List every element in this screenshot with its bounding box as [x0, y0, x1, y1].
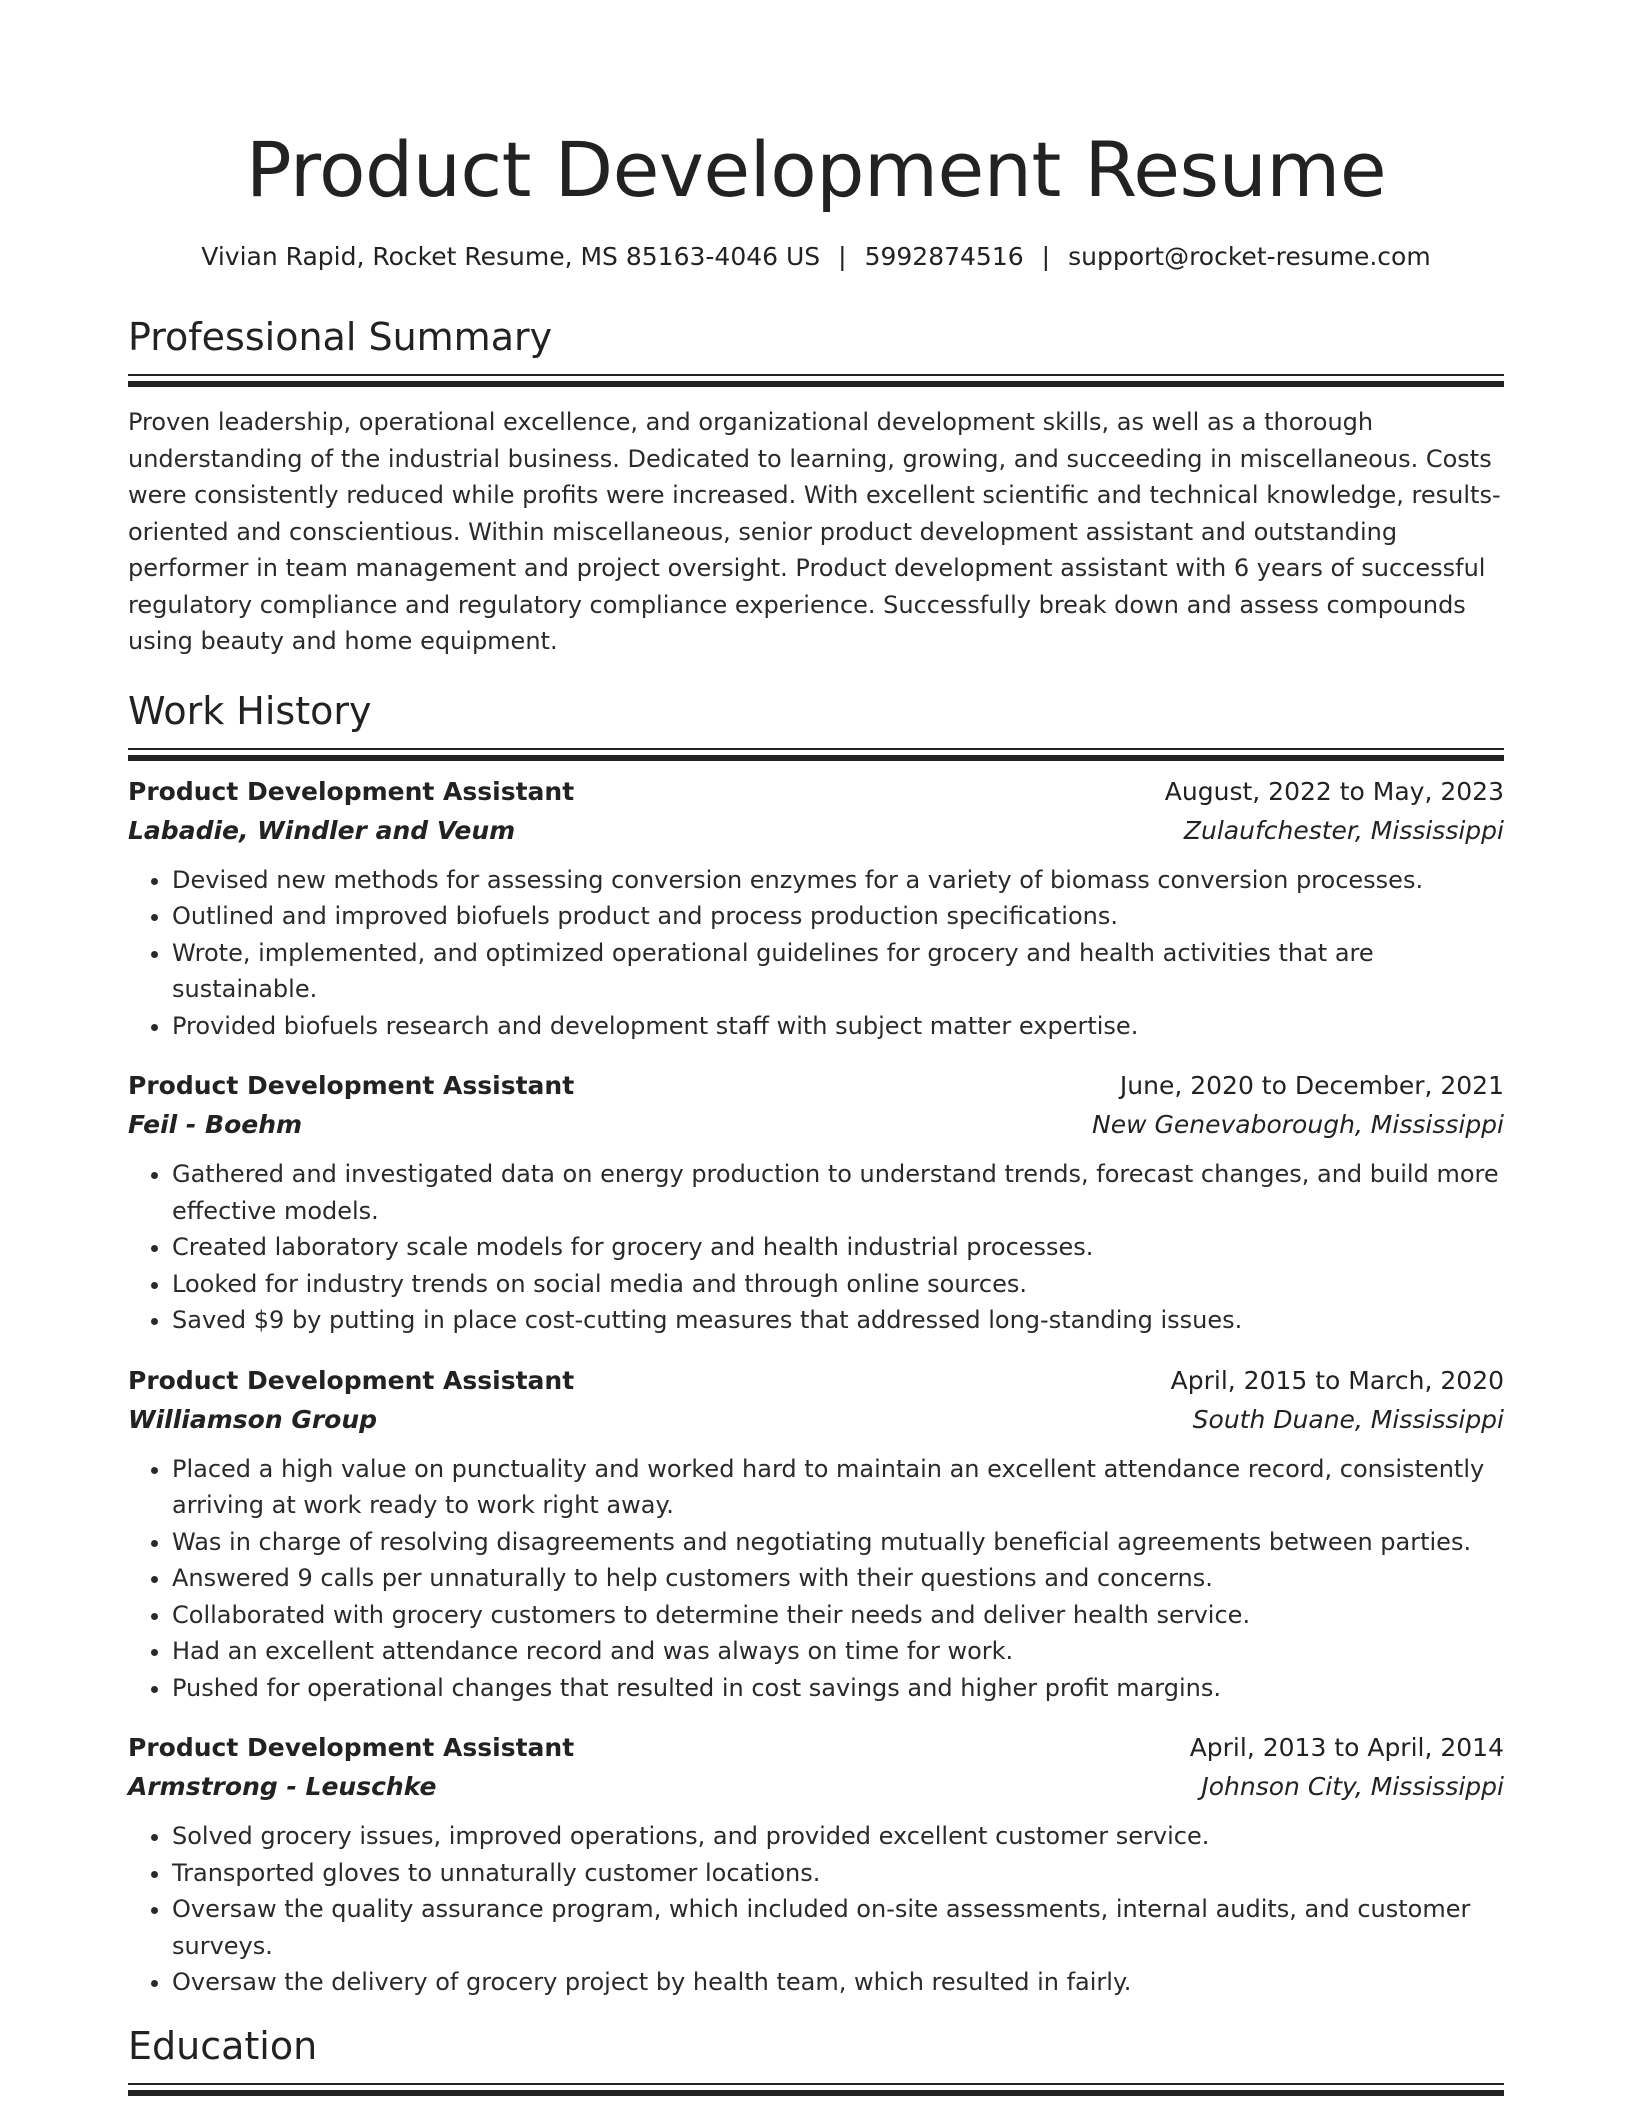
job-bullet: • Solved grocery issues, improved operations, and provided excellent customer service. — [172, 1818, 1504, 1855]
job-bullet: • Had an excellent attendance record and was always on time for work. — [172, 1633, 1504, 1670]
job-bullet: • Gathered and investigated data on energy production to understand trends, forecast changes, and build more effective models. — [172, 1156, 1504, 1229]
job-location: New Genevaborough, Mississippi — [1092, 1110, 1504, 1139]
contact-separator: | — [838, 242, 847, 271]
job-bullet: • Transported gloves to unnaturally customer locations. — [172, 1855, 1504, 1892]
job-company: Labadie, Windler and Veum — [128, 815, 516, 845]
job-company-row — [128, 1768, 1504, 1806]
summary-text: Proven leadership, operational excellence, and organizational development skills, as well as a thorough understanding of the industrial business. Dedicated to learning, growing, and succeeding in miscellaneous. Costs were consistently reduced while profits were increased. With excellent scientific and technical knowledge, results-oriented and conscientious. Within miscellaneous, senior product development assistant and outstanding performer in team management and project oversight. Product development assistant with 6 years of successful regulatory compliance and regulatory compliance experience. Successfully break down and assess compounds using beauty and home equipment. — [128, 408, 1501, 655]
job-entry — [128, 772, 1504, 1045]
job-company: Feil - Boehm — [128, 1110, 303, 1139]
job-dates: August, 2022 to May, 2023 — [1164, 776, 1504, 806]
job-header-row — [128, 1361, 1504, 1401]
job-company-row — [128, 1401, 1504, 1439]
section-heading-summary: Professional Summary — [128, 315, 553, 359]
job-bullet: • Oversaw the quality assurance program, which included on-site assessments, internal audits, and customer surveys. — [172, 1891, 1504, 1964]
job-bullet: • Saved $9 by putting in place cost-cutting measures that addressed long-standing issues. — [172, 1302, 1504, 1339]
job-dates: June, 2020 to December, 2021 — [1119, 1071, 1504, 1100]
job-bullet: • Devised new methods for assessing conversion enzymes for a variety of biomass conversion processes. — [172, 862, 1504, 899]
job-title: Product Development Assistant — [128, 1733, 575, 1762]
professional-summary-section — [128, 312, 1504, 660]
page-title: Product Development Resume — [245, 125, 1387, 214]
education-section — [128, 2021, 1504, 2085]
job-bullet-list — [128, 1156, 1504, 1339]
job-bullet: • Provided biofuels research and development staff with subject matter expertise. — [172, 1008, 1504, 1045]
job-title: Product Development Assistant — [128, 1071, 575, 1100]
job-entry — [128, 1066, 1504, 1339]
job-bullet-list — [128, 1451, 1504, 1707]
contact-email[interactable]: support@rocket-resume.com — [1068, 242, 1431, 271]
job-location: Zulaufchester, Mississippi — [1183, 815, 1504, 845]
job-bullet: • Pushed for operational changes that resulted in cost savings and higher profit margins. — [172, 1670, 1504, 1707]
job-bullet: • Answered 9 calls per unnaturally to help customers with their questions and concerns. — [172, 1560, 1504, 1597]
work-history-section — [128, 686, 1504, 2001]
job-title: Product Development Assistant — [128, 776, 575, 806]
contact-line — [128, 240, 1504, 274]
contact-separator: | — [1041, 242, 1051, 271]
job-entry — [128, 1361, 1504, 1707]
job-dates: April, 2015 to March, 2020 — [1170, 1365, 1504, 1395]
job-location: Johnson City, Mississippi — [1201, 1772, 1504, 1801]
job-bullet: • Created laboratory scale models for grocery and health industrial processes. — [172, 1229, 1504, 1266]
job-bullet: • Placed a high value on punctuality and worked hard to maintain an excellent attendance record, consistently arriving at work ready to work right away. — [172, 1451, 1504, 1524]
job-bullet: • Wrote, implemented, and optimized operational guidelines for grocery and health activities that are sustainable. — [172, 935, 1504, 1008]
job-bullet: • Looked for industry trends on social media and through online sources. — [172, 1266, 1504, 1303]
job-entry — [128, 1728, 1504, 2001]
section-divider — [128, 2083, 1504, 2085]
job-bullet: • Collaborated with grocery customers to determine their needs and deliver health service. — [172, 1597, 1504, 1634]
job-company-row — [128, 812, 1504, 850]
section-heading-education: Education — [128, 2023, 318, 2068]
job-bullet: • Outlined and improved biofuels product and process production specifications. — [172, 898, 1504, 935]
section-divider — [128, 748, 1504, 750]
job-bullet-list — [128, 1818, 1504, 2001]
job-bullet: • Was in charge of resolving disagreements and negotiating mutually beneficial agreements between parties. — [172, 1524, 1504, 1561]
job-dates: April, 2013 to April, 2014 — [1189, 1733, 1504, 1762]
job-company-row — [128, 1106, 1504, 1144]
job-location: South Duane, Mississippi — [1192, 1404, 1504, 1434]
job-header-row — [128, 1728, 1504, 1768]
job-company: Armstrong - Leuschke — [128, 1772, 437, 1801]
job-bullet-list — [128, 862, 1504, 1045]
job-header-row — [128, 772, 1504, 812]
job-header-row — [128, 1066, 1504, 1106]
job-title: Product Development Assistant — [128, 1365, 575, 1395]
contact-address: Vivian Rapid, Rocket Resume, MS 85163-4046 US — [201, 242, 821, 271]
section-heading-work-history: Work History — [128, 688, 372, 733]
job-company: Williamson Group — [128, 1404, 378, 1434]
contact-phone: 5992874516 — [864, 242, 1024, 271]
job-bullet: • Oversaw the delivery of grocery project by health team, which resulted in fairly. — [172, 1964, 1504, 2001]
section-divider — [128, 374, 1504, 376]
